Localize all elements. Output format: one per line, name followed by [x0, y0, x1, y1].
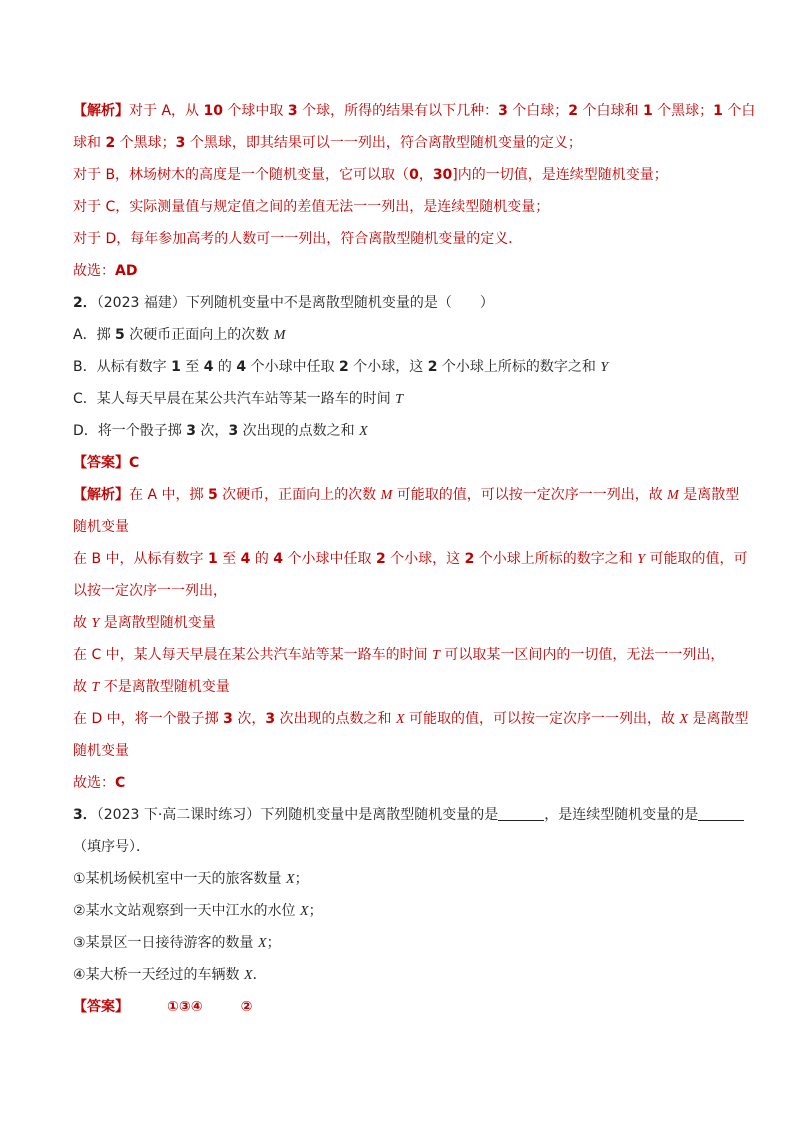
question2-answer: 【答案】C — [73, 455, 140, 471]
question2-analysis-line2: 随机变量 — [73, 519, 129, 535]
analysis-tag: 【解析】 — [73, 487, 129, 503]
question2-analysis-line9: 随机变量 — [73, 743, 129, 759]
question2-option-b: B．从标有数字 1 至 4 的 4 个小球中任取 2 个小球，这 2 个小球上所标的数字之和 Y — [73, 359, 609, 375]
answer-blank-2[interactable] — [698, 806, 744, 821]
question2-option-c: C．某人每天早晨在某公共汽车站等某一路车的时间 T — [73, 391, 404, 407]
question3-item-3: ③某景区一日接待游客的数量 X； — [73, 935, 281, 951]
answer-tag: 【答案】 — [73, 455, 129, 471]
question2-option-a: A．掷 5 次硬币正面向上的次数 M — [73, 327, 286, 343]
question3-item-2: ②某水文站观察到一天中江水的水位 X； — [73, 903, 323, 919]
question2-option-d: D．将一个骰子掷 3 次，3 次出现的点数之和 X — [73, 423, 368, 439]
question2-analysis-line6: 在 C 中，某人每天早晨在某公共汽车站等某一路车的时间 T 可以取某一区间内的一切值，无法一一列出， — [73, 647, 725, 663]
question2-analysis-line1: 【解析】在 A 中，掷 5 次硬币，正面向上的次数 M 可能取的值，可以按一定次序一一列出，故 M 是离散型 — [73, 487, 740, 503]
analysis1-line2: 球和 2 个黑球；3 个黑球，即其结果可以一一列出，符合离散型随机变量的定义； — [73, 135, 582, 151]
analysis1-choose: 故选：AD — [73, 263, 138, 279]
analysis1-line3: 对于 B，林场树木的高度是一个随机变量，它可以取（0，30]内的一切值，是连续型随机变量； — [73, 167, 668, 183]
question2-analysis-line7: 故 T 不是离散型随机变量 — [73, 679, 230, 695]
analysis1-line5: 对于 D，每年参加高考的人数可一一列出，符合离散型随机变量的定义． — [73, 231, 523, 247]
analysis-tag: 【解析】 — [73, 103, 129, 119]
question3-stem-line2: （填序号）． — [73, 839, 150, 855]
question2-choose: 故选：C — [73, 775, 126, 791]
question2-analysis-line3: 在 B 中，从标有数字 1 至 4 的 4 个小球中任取 2 个小球，这 2 个小球上所标的数字之和 Y 可能取的值，可 — [73, 551, 748, 567]
question3-item-4: ④某大桥一天经过的车辆数 X． — [73, 967, 267, 983]
question3-item-1: ①某机场候机室中一天的旅客数量 X； — [73, 871, 309, 887]
answer-tag: 【答案】 — [73, 999, 129, 1015]
question2-analysis-line4: 以按一定次序一一列出， — [73, 583, 227, 599]
analysis1-line4: 对于 C，实际测量值与规定值之间的差值无法一一列出，是连续型随机变量； — [73, 199, 550, 215]
analysis1-line1: 【解析】对于 A，从 10 个球中取 3 个球，所得的结果有以下几种：3 个白球；2 个白球和 1 个黑球；1 个白 — [73, 103, 756, 119]
answer-blank-1[interactable] — [498, 806, 544, 821]
question2-analysis-line5: 故 Y 是离散型随机变量 — [73, 615, 216, 631]
question3-stem: 3．（2023 下·高二课时练习）下列随机变量中是离散型随机变量的是 ，是连续型随机变量的是 — [73, 805, 744, 825]
question2-analysis-line8: 在 D 中，将一个骰子掷 3 次，3 次出现的点数之和 X 可能取的值，可以按一定次序一一列出，故 X 是离散型 — [73, 711, 749, 727]
question2-stem: 2．（2023 福建）下列随机变量中不是离散型随机变量的是（ ） — [73, 295, 494, 311]
question3-answer: 【答案】 ①③④ ② — [73, 999, 253, 1015]
